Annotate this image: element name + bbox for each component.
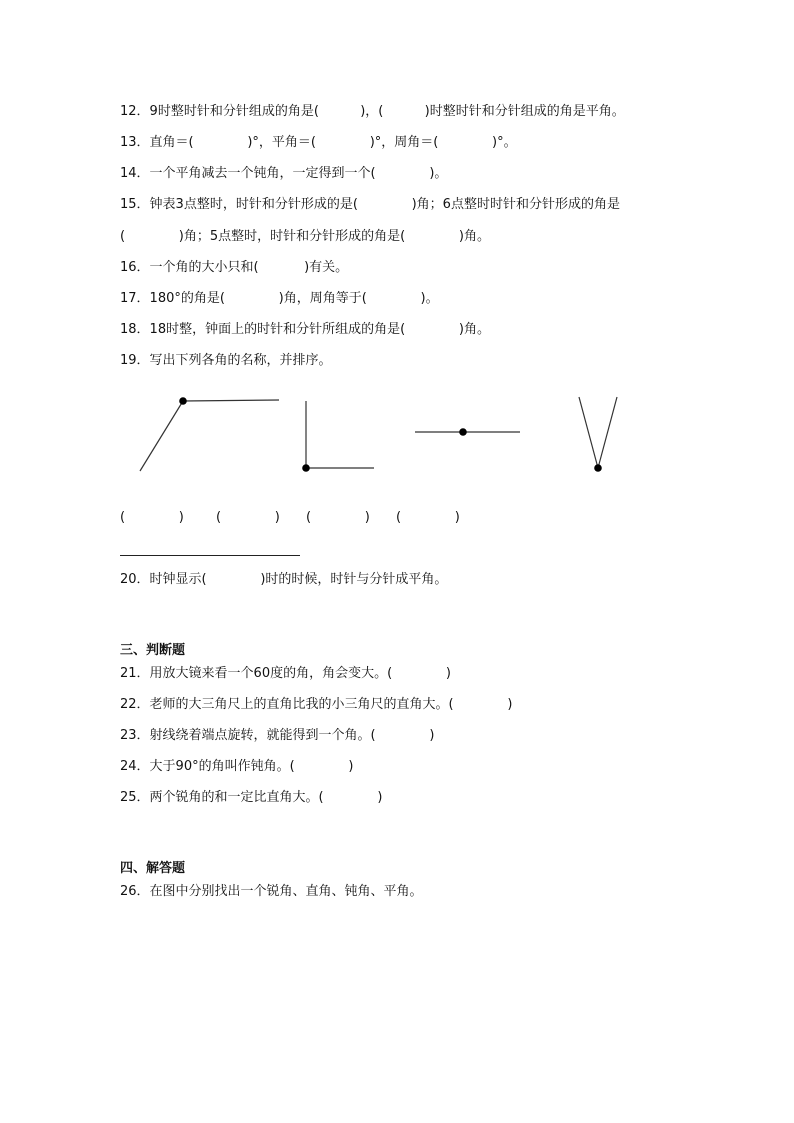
question-14: 14．一个平角减去一个钝角，一定得到一个( )。	[120, 166, 448, 181]
question-18: 18．18时整，钟面上的时针和分针所组成的角是( )角。	[120, 322, 490, 337]
question-23: 23．射线绕着端点旋转，就能得到一个角。( )	[120, 728, 435, 743]
acute-angle-figure	[579, 397, 617, 472]
question-26: 26．在图中分别找出一个锐角、直角、钝角、平角。	[120, 884, 423, 899]
right-angle-figure	[302, 401, 374, 472]
answer-blank-4[interactable]: ( )	[396, 510, 460, 525]
question-25: 25．两个锐角的和一定比直角大。( )	[120, 790, 383, 805]
section-true-false-title: 三、判断题	[120, 643, 186, 658]
answer-blank-1[interactable]: ( )	[120, 510, 184, 525]
question-19: 19．写出下列各角的名称，并排序。	[120, 353, 332, 368]
question-12: 12．9时整时针和分针组成的角是( )，( )时整时针和分针组成的角是平角。	[120, 104, 625, 119]
question-24: 24．大于90°的角叫作钝角。( )	[120, 759, 354, 774]
ordering-answer-line[interactable]	[120, 555, 300, 556]
section-answer-title: 四、解答题	[120, 861, 186, 876]
question-15-line-2: ( )角；5点整时，时针和分针形成的角是( )角。	[120, 229, 490, 244]
question-22: 22．老师的大三角尺上的直角比我的小三角尺的直角大。( )	[120, 697, 513, 712]
question-13: 13．直角＝( )°，平角＝( )°，周角＝( )°。	[120, 135, 517, 150]
question-15-line-1: 15．钟表3点整时，时针和分针形成的是( )角；6点整时时针和分针形成的角是	[120, 197, 620, 212]
question-17: 17．180°的角是( )角，周角等于( )。	[120, 291, 439, 306]
question-20: 20．时钟显示( )时的时候，时针与分针成平角。	[120, 572, 448, 587]
question-16: 16．一个角的大小只和( )有关。	[120, 260, 349, 275]
obtuse-angle-figure	[140, 397, 279, 471]
straight-angle-figure	[415, 428, 520, 436]
question-21: 21．用放大镜来看一个60度的角，角会变大。( )	[120, 666, 451, 681]
answer-blank-2[interactable]: ( )	[216, 510, 280, 525]
answer-blank-3[interactable]: ( )	[306, 510, 370, 525]
